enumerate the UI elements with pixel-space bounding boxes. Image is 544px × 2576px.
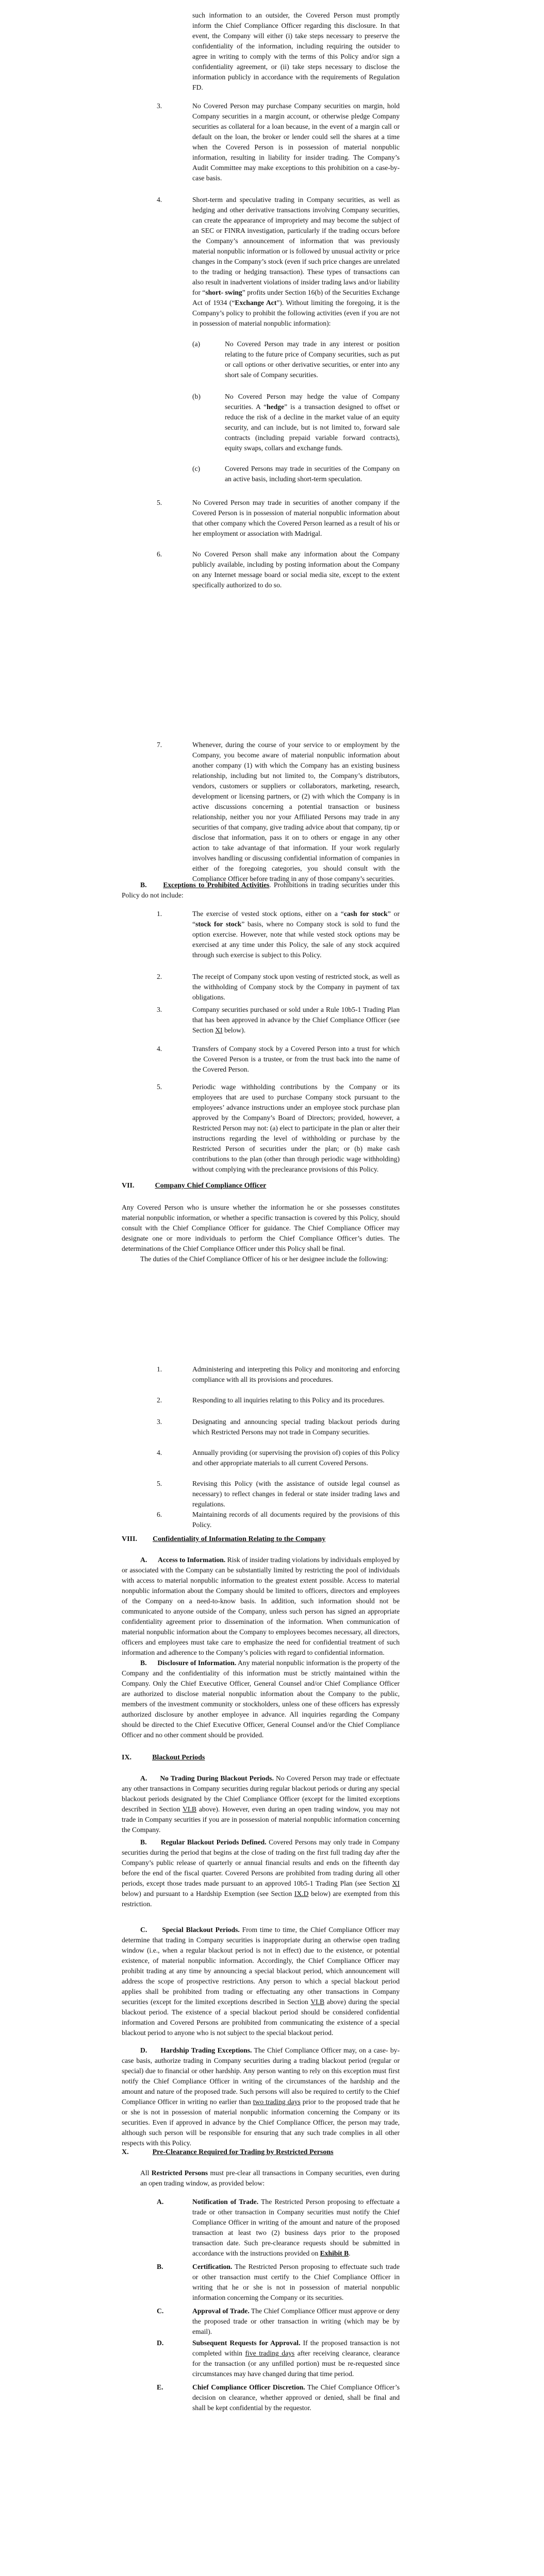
section-x-e-text: Chief Compliance Officer Discretion. The Chief Compliance Officer’s decision on clearance, whether approved or denied, shall be final and shall be kept confidential by the requestor. [192, 2383, 400, 2412]
item-4b-text: No Covered Person may hedge the value of Company securities. A “hedge” is a transaction designed to offset or reduce the risk of a decline in the market value of an equity security, and can include, but is not limited to, forward sale contracts (including prepaid variable forward contracts), equity swaps, collars and exchange funds. [225, 393, 400, 452]
section-viii-heading: VIII. Confidentiality of Information Relating to the Company [122, 1535, 326, 1543]
section-x-c-label: C. [157, 2307, 164, 2315]
exceptions-heading: B. Exceptions to Prohibited Activities. Prohibitions in trading securities under this Policy do not include: [122, 881, 400, 899]
exception-5-number: 5. [157, 1083, 162, 1091]
item-6-number: 6. [157, 550, 162, 558]
section-ix-c: C. Special Blackout Periods. From time to time, the Chief Compliance Officer may determine that trading in Company securities is inappropriate during an otherwise open trading window (i.e., when a regular blackout period is not in effect) due to the existence, or potential existence, of material nonpublic information. Accordingly, the Chief Compliance Officer may prohibit trading at any time by announcing a special blackout period, which announcement will address the scope of prospective restrictions. Any person to which a special blackout period applies shall be prohibited from trading or effectuating any other transactions in Company securities (except for the limited exceptions described in Section VI.B above) during the special blackout period. The existence of a special blackout period should be considered confidential information and Covered Persons are prohibited from communicating the existence of a special blackout period to anyone who is not subject to the special blackout period. [122, 1926, 400, 2037]
duty-6-number: 6. [157, 1511, 162, 1518]
section-ix-a: A. No Trading During Blackout Periods. No Covered Person may trade or effectuate any other transactions in Company securities during regular blackout periods or during any special blackout periods designated by the Chief Compliance Officer (except for the limited exceptions described in Section VI.B above). However, even during an open trading window, you may not trade in Company securities if you are in possession of material nonpublic information concerning the Company. [122, 1774, 400, 1834]
item-4-number: 4. [157, 196, 162, 204]
section-viii-b: B. Disclosure of Information. Any material nonpublic information is the property of the Company and the confidentiality of this information must be strictly maintained within the Company. Only the Chief Executive Officer, General Counsel and/or Chief Compliance Officer are authorized to disclose material nonpublic information about the Company to the public, members of the investment community or stockholders, unless one of these officers has expressly authorized disclosure by another employee in advance. All inquiries regarding the Company should be directed to the Chief Executive Officer, General Counsel and/or the Chief Compliance Officer and no other comment should be provided. [122, 1659, 400, 1739]
duty-3-text: Designating and announcing special trading blackout periods during which Restricted Persons may not trade in Company securities. [192, 1418, 400, 1436]
section-vii-paragraph-2: The duties of the Chief Compliance Officer of his or her designee include the following: [140, 1255, 388, 1263]
section-x-heading: X. Pre-Clearance Required for Trading by Restricted Persons [122, 2148, 334, 2156]
duty-2-number: 2. [157, 1396, 162, 1404]
exception-1-text: The exercise of vested stock options, either on a “cash for stock” or “stock for stock” basis, where no Company stock is sold to fund the option exercise. However, note that while vested stock options may be exercised at any time under this Policy, the sale of any stock acquired through such exercise is subject to this Policy. [192, 910, 400, 959]
item-4a-text: No Covered Person may trade in any interest or position relating to the future price of Company securities, such as put or call options or other derivative securities, or enter into any short sale of Company securities. [225, 340, 400, 379]
duty-4-number: 4. [157, 1449, 162, 1456]
section-vii-heading: VII. Company Chief Compliance Officer [122, 1182, 267, 1190]
item-3-text: No Covered Person may purchase Company securities on margin, hold Company securities in a margin account, or otherwise pledge Company securities as collateral for a loan because, in the event of a margin call or default on the loan, the broker or lender could sell the shares at a time when the Covered Person is in possession of material nonpublic information, resulting in liability for insider trading. The Company’s Audit Committee may make exceptions to this prohibition on a case-by-case basis. [192, 102, 400, 182]
item-5-text: No Covered Person may trade in securities of another company if the Covered Person is in possession of material nonpublic information about that other company which the Covered Person learned as a result of his or her employment or association with Madrigal. [192, 499, 400, 537]
item-4b-number: (b) [192, 393, 201, 400]
section-x-d-text: Subsequent Requests for Approval. If the proposed transaction is not completed within five trading days after receiving clearance, clearance for the transaction (or any unfilled portion) must be re-requested since circumstances may have changed during that time period. [192, 2339, 400, 2378]
section-vii-paragraph-1: Any Covered Person who is unsure whether the information he or she possesses constitutes material nonpublic information, or whether a specific transaction is covered by this Policy, should consult with the Chief Compliance Officer for guidance. The Chief Compliance Officer may designate one or more individuals to perform the Chief Compliance Officer’s duties. The determinations of the Chief Compliance Officer under this Policy shall be final. [122, 1204, 400, 1252]
duty-5-text: Revising this Policy (with the assistance of outside legal counsel as necessary) to reflect changes in federal or state insider trading laws and regulations. [192, 1480, 400, 1508]
section-ix-heading: IX. Blackout Periods [122, 1754, 205, 1761]
section-x-e-label: E. [157, 2383, 163, 2391]
item-3-number: 3. [157, 102, 162, 110]
duty-3-number: 3. [157, 1418, 162, 1426]
continuation-paragraph: such information to an outsider, the Covered Person must promptly inform the Chief Compliance Officer regarding this disclosure. In that event, the Company will either (i) take steps necessary to preserve the confidentiality of the information, including requiring the outsider to agree in writing to comply with the terms of this Policy and/or sign a confidentiality agreement, or (ii) take steps necessary to disclose the information publicly in accordance with the requirements of Regulation FD. [192, 11, 400, 91]
exception-1-number: 1. [157, 910, 162, 918]
duty-2-text: Responding to all inquiries relating to this Policy and its procedures. [192, 1396, 385, 1404]
section-ix-d: D. Hardship Trading Exceptions. The Chief Compliance Officer may, on a case- by-case basis, authorize trading in Company securities during a trading blackout period (regular or special) due to financial or other hardship. Any person wanting to rely on this exception must first notify the Chief Compliance Officer in writing of the circumstances of the hardship and the amount and nature of the proposed trade. Such persons will also be required to certify to the Chief Compliance Officer in writing no earlier than two trading days prior to the proposed trade that he or she is not in possession of material nonpublic information concerning the Company or its securities. Even if approved in advance by the Chief Compliance Officer, the person may trade, although such person will be responsible for ensuring that any such trade complies in all other respects with this Policy. [122, 2046, 400, 2147]
item-4c-text: Covered Persons may trade in securities of the Company on an active basis, including short-term speculation. [225, 465, 400, 483]
section-viii-a: A. Access to Information. Risk of insider trading violations by individuals employed by or associated with the Company can be substantially limited by restricting the pool of individuals with access to material nonpublic information to the greatest extent possible. Access to material nonpublic information about the Company should be limited to officers, directors and employees of the Company on a need-to-know basis. In addition, such information should not be communicated to anyone outside of the Company, unless such person has signed an appropriate confidentiality agreement prior to dissemination of the information. When communication of material nonpublic information about the Company to employees becomes necessary, all directors, officers and employees must take care to emphasize the need for confidential treatment of such information and adherence to the Company’s policies with regard to confidential information. [122, 1556, 400, 1656]
duty-6-text: Maintaining records of all documents required by the provisions of this Policy. [192, 1511, 400, 1529]
duty-1-text: Administering and interpreting this Policy and monitoring and enforcing compliance with all its provisions and procedures. [192, 1365, 400, 1383]
duty-1-number: 1. [157, 1365, 162, 1373]
item-7-number: 7. [157, 741, 162, 749]
section-x-d-label: D. [157, 2339, 164, 2347]
section-ix-b: B. Regular Blackout Periods Defined. Covered Persons may only trade in Company securities during the period that begins at the close of trading on the first full trading day after the Company’s public release of quarterly or annual financial results and ends on the fifteenth day before the end of the fiscal quarter. Covered Persons are prohibited from trading during all other periods, except those trades made pursuant to an approved 10b5-1 Trading Plan (see Section XI below) and pursuant to a Hardship Exemption (see Section IX.D below) are exempted from this restriction. [122, 1838, 400, 1908]
section-x-b-text: Certification. The Restricted Person proposing to effectuate such trade or other transaction must certify to the Chief Compliance Officer in writing that he or she is not in possession of material nonpublic information concerning the Company or its securities. [192, 2263, 400, 2301]
exception-3-number: 3. [157, 1006, 162, 1013]
section-x-intro: All Restricted Persons must pre-clear all transactions in Company securities, even during an open trading window, as provided below: [140, 2169, 400, 2187]
section-x-a-text: Notification of Trade. The Restricted Person proposing to effectuate a trade or other transaction in Company securities must notify the Chief Compliance Officer in writing of the amount and nature of the proposed transaction at least two (2) business days prior to the proposed transaction date. Such pre-clearance requests should be submitted in accordance with the instructions provided on Exhibit B. [192, 2198, 400, 2257]
section-x-b-label: B. [157, 2263, 163, 2270]
exception-4-text: Transfers of Company stock by a Covered Person into a trust for which the Covered Person is a trustee, or from the trust back into the name of the Covered Person. [192, 1045, 400, 1073]
duty-4-text: Annually providing (or supervising the provision of) copies of this Policy and other appropriate materials to all current Covered Persons. [192, 1449, 400, 1467]
exception-4-number: 4. [157, 1045, 162, 1053]
item-6-text: No Covered Person shall make any information about the Company publicly available, including by posting information about the Company on any Internet message board or social media site, except to the extent specifically authorized to do so. [192, 550, 400, 589]
exception-3-text: Company securities purchased or sold under a Rule 10b5-1 Trading Plan that has been approved in advance by the Chief Compliance Officer (see Section XI below). [192, 1006, 400, 1034]
exception-2-number: 2. [157, 973, 162, 980]
item-4c-number: (c) [192, 465, 201, 472]
item-4a-number: (a) [192, 340, 201, 348]
exception-2-text: The receipt of Company stock upon vesting of restricted stock, as well as the withholding of Company stock by the Company in payment of tax obligations. [192, 973, 400, 1001]
duty-5-number: 5. [157, 1480, 162, 1487]
section-x-c-text: Approval of Trade. The Chief Compliance Officer must approve or deny the proposed trade or other transaction in writing (which may be by email). [192, 2307, 400, 2335]
item-4-text: Short-term and speculative trading in Company securities, as well as hedging and other derivative transactions involving Company securities, can create the appearance of impropriety and may become the subject of an SEC or FINRA investigation, particularly if the trading occurs before the Company’s announcement of information that was previously material nonpublic information or is followed by unusual activity or price changes in the Company’s stock (even if such price changes are unrelated to the trading or hedging transaction). These types of transactions can also result in inadvertent violations of insider trading laws and/or liability for “short- swing” profits under Section 16(b) of the Securities Exchange Act of 1934 (“Exchange Act”). Without limiting the foregoing, it is the Company’s policy to prohibit the following activities (even if you are not in possession of material nonpublic information): [192, 196, 400, 327]
item-7-text: Whenever, during the course of your service to or employment by the Company, you become aware of material nonpublic information about another company (1) with which the Company has an existing business relationship, including but not limited to, the Company’s distributors, vendors, customers or suppliers or collaborators, marketing, research, development or licensing partners, or (2) with which the Company is in active discussions concerning a potential transaction or business relationship, neither you nor your Affiliated Persons may trade in any securities of that company, give trading advice about that company, tip or disclose that information, pass it on to others or engage in any other action to take advantage of that information. If your work regularly involves handling or discussing confidential information of companies in either of the foregoing categories, you should consult with the Compliance Officer before trading in any of those company’s securities. [192, 741, 400, 883]
item-5-number: 5. [157, 499, 162, 506]
section-x-a-label: A. [157, 2198, 164, 2206]
exception-5-text: Periodic wage withholding contributions by the Company or its employees that are used to purchase Company stock pursuant to the employees’ advance instructions under an employee stock purchase plan approved by the Company’s Board of Directors; provided, however, a Restricted Person may not: (a) elect to participate in the plan or alter their instructions regarding the level of withholding or purchase by the Restricted Person of securities under the plan; or (b) make cash contributions to the plan (other than through periodic wage withholding) without complying with the preclearance provisions of this Policy. [192, 1083, 400, 1173]
